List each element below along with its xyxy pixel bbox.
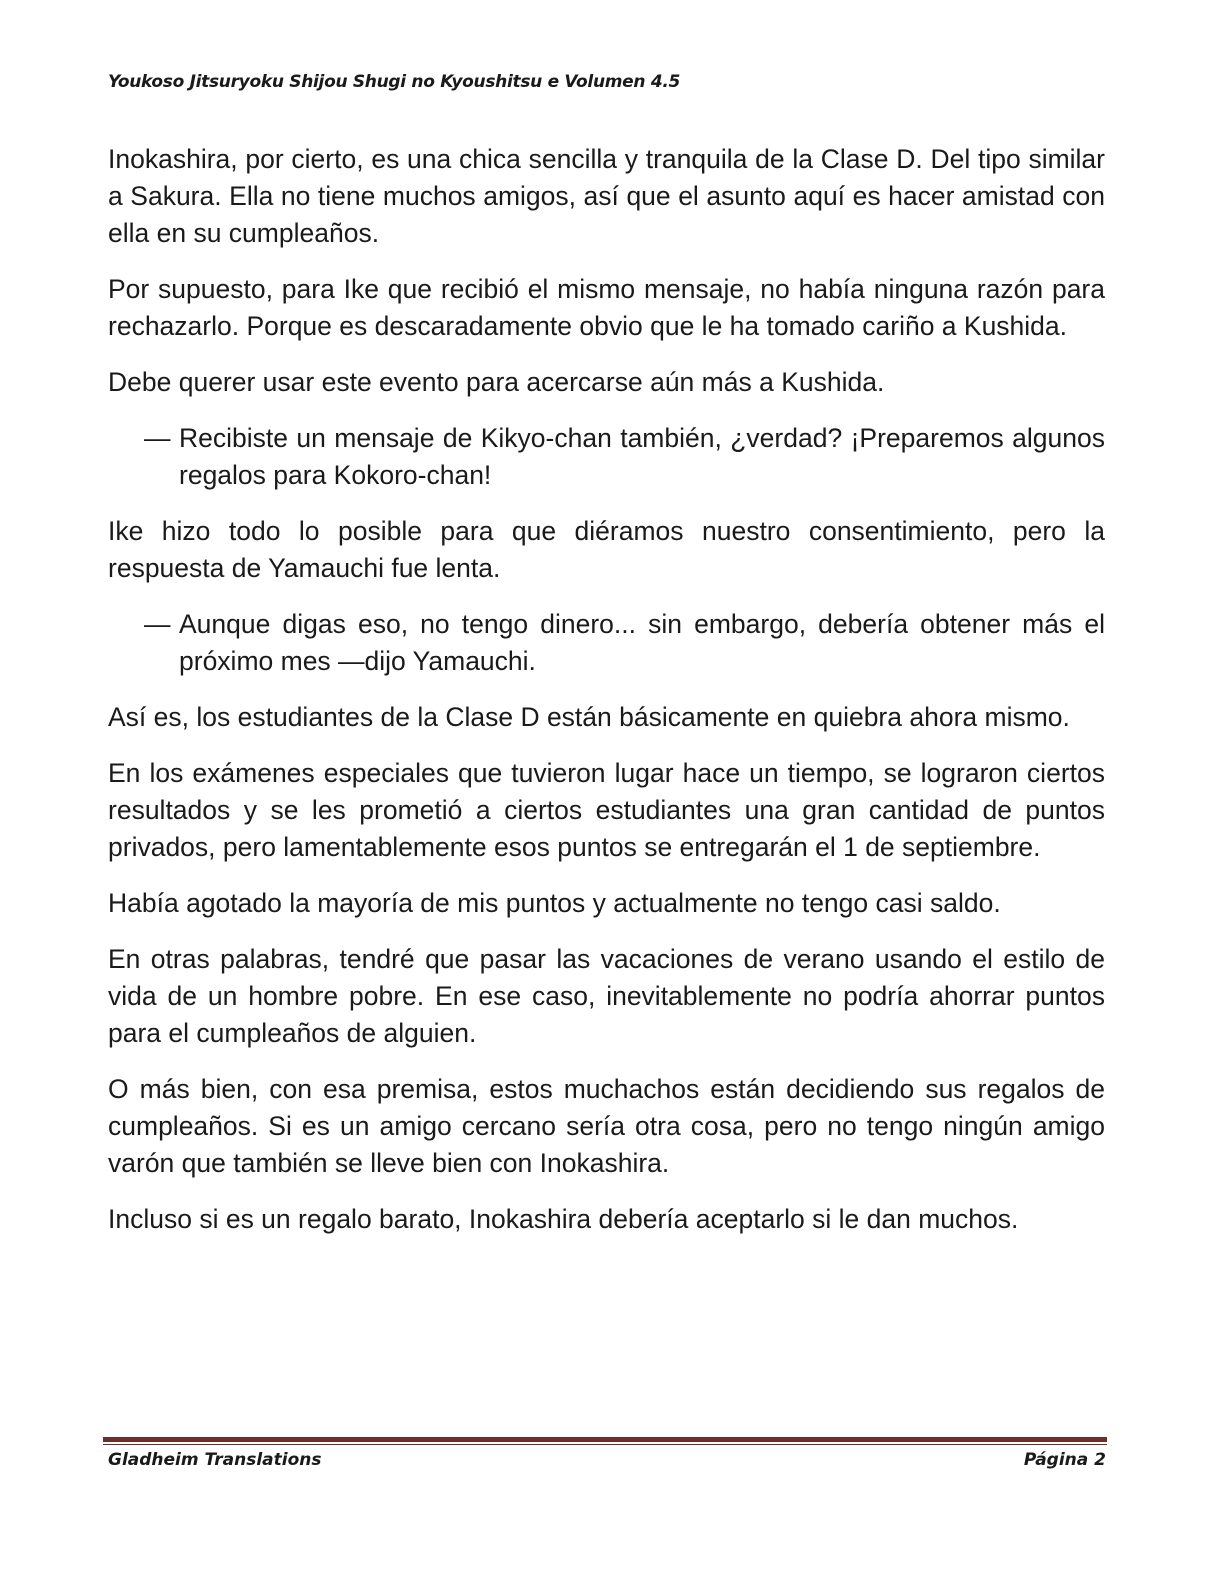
paragraph: Ike hizo todo lo posible para que diéramos nuestro consentimiento, pero la respuesta de Yamauchi fue lenta. bbox=[108, 516, 1105, 583]
dialogue-dash: — bbox=[144, 423, 171, 453]
dialogue-line bbox=[108, 420, 1105, 494]
paragraph: Así es, los estudiantes de la Clase D están básicamente en quiebra ahora mismo. bbox=[108, 702, 1070, 732]
dialogue-dash: — bbox=[144, 609, 171, 639]
dialogue-text: Aunque digas eso, no tengo dinero... sin embargo, debería obtener más el próximo mes —dijo Yamauchi. bbox=[179, 609, 1105, 676]
footer-credit: Gladheim Translations bbox=[108, 1450, 322, 1470]
dialogue-text: Recibiste un mensaje de Kikyo-chan también, ¿verdad? ¡Preparemos algunos regalos para Kokoro-chan! bbox=[179, 423, 1105, 490]
running-header: Youkoso Jitsuryoku Shijou Shugi no Kyoushitsu e Volumen 4.5 bbox=[108, 72, 681, 92]
page-body bbox=[108, 141, 1105, 1257]
paragraph: En otras palabras, tendré que pasar las vacaciones de verano usando el estilo de vida de un hombre pobre. En ese caso, inevitablemente no podría ahorrar puntos para el cumpleaños de alguien. bbox=[108, 944, 1105, 1048]
paragraph: Inokashira, por cierto, es una chica sencilla y tranquila de la Clase D. Del tipo similar a Sakura. Ella no tiene muchos amigos, así que el asunto aquí es hacer amistad con ella en su cumpleaños. bbox=[108, 144, 1105, 248]
paragraph: Incluso si es un regalo barato, Inokashira debería aceptarlo si le dan muchos. bbox=[108, 1204, 1019, 1234]
paragraph: Había agotado la mayoría de mis puntos y actualmente no tengo casi saldo. bbox=[108, 888, 1001, 918]
dialogue-line bbox=[108, 606, 1105, 680]
paragraph: O más bien, con esa premisa, estos muchachos están decidiendo sus regalos de cumpleaños. Si es un amigo cercano sería otra cosa, pero no tengo ningún amigo varón que también se lleve bien con Inokashira. bbox=[108, 1074, 1105, 1178]
paragraph: Debe querer usar este evento para acercarse aún más a Kushida. bbox=[108, 367, 885, 397]
footer-divider bbox=[103, 1437, 1107, 1442]
paragraph: En los exámenes especiales que tuvieron lugar hace un tiempo, se lograron ciertos resultados y se les prometió a ciertos estudiantes una gran cantidad de puntos privados, pero lamentablemente esos puntos se entregarán el 1 de septiembre. bbox=[108, 758, 1105, 862]
paragraph: Por supuesto, para Ike que recibió el mismo mensaje, no había ninguna razón para rechazarlo. Porque es descaradamente obvio que le ha tomado cariño a Kushida. bbox=[108, 274, 1105, 341]
page-number: Página 2 bbox=[1023, 1450, 1106, 1470]
footer-divider-thin bbox=[103, 1444, 1107, 1445]
